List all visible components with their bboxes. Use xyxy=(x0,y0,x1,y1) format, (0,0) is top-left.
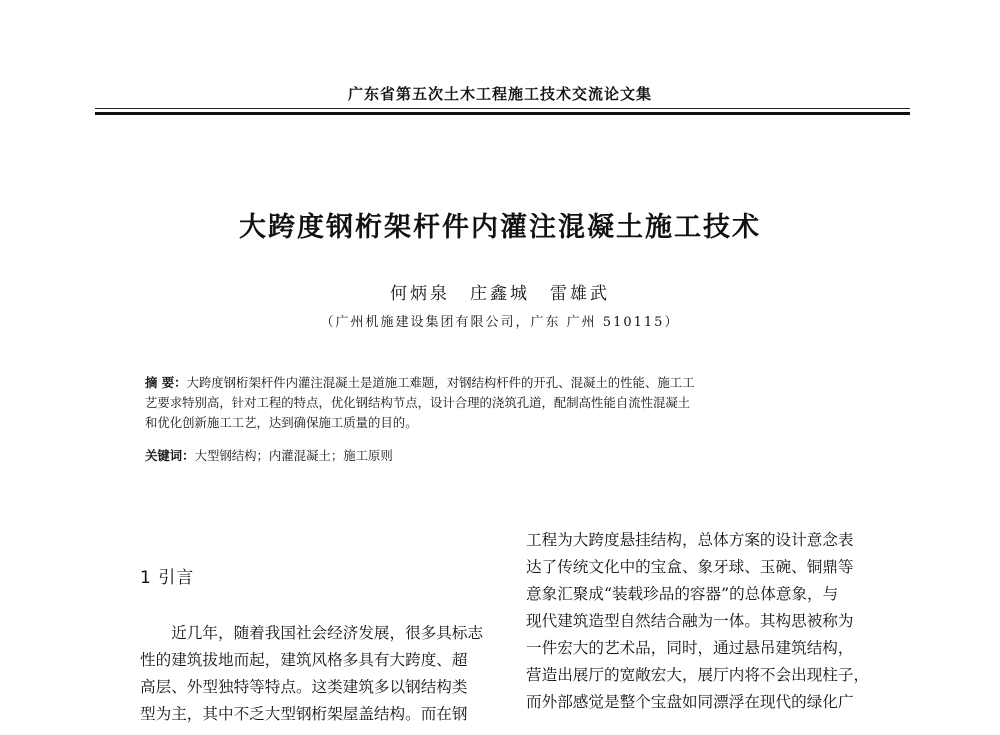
body-column-left xyxy=(140,620,490,728)
body-right-line-7: 而外部感觉是整个宝盘如同漂浮在现代的绿化广 xyxy=(526,693,854,711)
abstract-line-3: 和优化创新施工工艺，达到确保施工质量的目的。 xyxy=(145,415,418,430)
section-heading-introduction: 1 引言 xyxy=(140,568,195,588)
body-left-line-2: 性的建筑拔地而起，建筑风格多具有大跨度、超 xyxy=(140,651,468,669)
body-right-line-4: 现代建筑造型自然结合融为一体。其构思被称为 xyxy=(526,612,854,630)
header-rule-thick xyxy=(95,112,910,115)
abstract xyxy=(145,373,865,433)
body-right-line-5: 一件宏大的艺术品，同时，通过悬吊建筑结构， xyxy=(526,639,854,657)
abstract-text-1: 大跨度钢桁架杆件内灌注混凝土是道施工难题，对钢结构杆件的开孔、混凝土的性能、施工工 xyxy=(186,375,695,390)
header-rule-thin xyxy=(95,108,910,109)
body-right-line-6: 营造出展厅的宽敞宏大，展厅内将不会出现柱子， xyxy=(526,666,870,684)
body-right-line-2: 达了传统文化中的宝盒、象牙球、玉碗、铜鼎等 xyxy=(526,558,854,576)
abstract-line-1 xyxy=(145,373,865,393)
keywords-text: 大型钢结构；内灌混凝土；施工原则 xyxy=(194,448,393,463)
body-left-line-4: 型为主，其中不乏大型钢桁架屋盖结构。而在钢 xyxy=(140,705,468,723)
keywords xyxy=(145,446,865,466)
abstract-label: 摘 要： xyxy=(145,375,187,390)
keywords-label: 关键词： xyxy=(145,448,195,463)
article-affiliation: （广州机施建设集团有限公司，广东 广州 510115） xyxy=(320,315,680,330)
body-column-right xyxy=(526,527,916,716)
body-right-line-1: 工程为大跨度悬挂结构，总体方案的设计意念表 xyxy=(526,531,854,549)
body-left-line-3: 高层、外型独特等特点。这类建筑多以钢结构类 xyxy=(140,678,468,696)
running-header: 广东省第五次土木工程施工技术交流论文集 xyxy=(347,85,652,103)
body-left-line-1: 近几年，随着我国社会经济发展，很多具标志 xyxy=(171,624,484,642)
body-right-line-3: 意象汇聚成“装载珍品的容器”的总体意象，与 xyxy=(526,585,839,603)
article-authors: 何炳泉 庄鑫城 雷雄武 xyxy=(390,284,610,304)
article-title: 大跨度钢桁架杆件内灌注混凝土施工技术 xyxy=(239,212,761,243)
abstract-line-2: 艺要求特别高，针对工程的特点，优化钢结构节点，设计合理的浇筑孔道，配制高性能自流性混凝土 xyxy=(145,395,691,410)
